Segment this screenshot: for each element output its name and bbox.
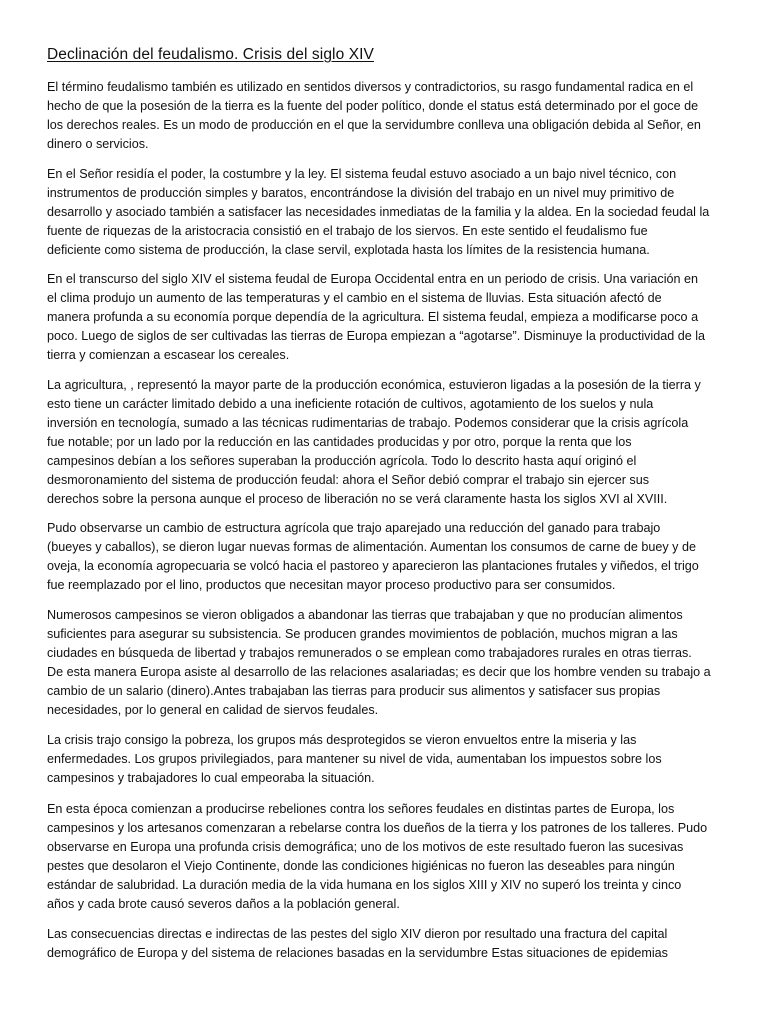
paragraph [47,519,727,595]
paragraph-line: dinero o servicios. [47,137,149,151]
paragraph-line: hecho de que la posesión de la tierra es la fuente del poder político, donde el status está determinado por el goce de [47,99,699,113]
paragraph-line: tierra y comienzan a escasear los cereales. [47,348,290,362]
paragraph-line: demográfico de Europa y del sistema de relaciones basadas en la servidumbre Estas situaciones de epidemias [47,946,668,960]
paragraph-line: años y cada brote causó severos daños a la población general. [47,897,400,911]
paragraph-line: manera profunda a su economía porque dependía de la agricultura. El sistema feudal, empieza a modificarse poco a [47,310,699,324]
paragraph [47,800,727,914]
paragraph-line: estándar de salubridad. La duración media de la vida humana en los siglos XIII y XIV no superó los treinta y cinco [47,878,682,892]
paragraph-line: necesidades, por lo general en calidad de siervos feudales. [47,703,379,717]
paragraph [47,270,727,365]
paragraph-line: La crisis trajo consigo la pobreza, los grupos más desprotegidos se vieron envueltos entre la miseria y las [47,733,637,747]
paragraph-line: desarrollo y asociado también a satisfacer las necesidades inmediatas de la familia y la aldea. En la sociedad feudal la [47,205,710,219]
paragraph-line: enfermedades. Los grupos privilegiados, para mantener su nivel de vida, aumentaban los impuestos sobre los [47,752,662,766]
paragraph [47,376,727,509]
paragraph-line: deficiente como sistema de producción, la clase servil, explotada hasta los límites de la resistencia humana. [47,243,650,257]
paragraph-line: fue reemplazado por el lino, productos que necesitan mayor proceso productivo para ser consumidos. [47,578,616,592]
paragraph-line: inversión en tecnología, sumado a las técnicas rudimentarias de trabajo. Podemos considerar que la crisis agrícola [47,416,689,430]
paragraph-line: campesinos debían a los señores superaban la producción agrícola. Todo lo descrito hasta aquí originó el [47,454,637,468]
paragraph-line: ciudades en búsqueda de libertad y trabajos remunerados o se emplean como trabajadores rurales en otras tierras. [47,646,692,660]
paragraph-line: De esta manera Europa asiste al desarrollo de las relaciones asalariadas; es decir que los hombre venden su trabajo a [47,665,711,679]
paragraph-line: En el Señor residía el poder, la costumbre y la ley. El sistema feudal estuvo asociado a un bajo nivel técnico, con [47,167,677,181]
paragraph-line: El término feudalismo también es utilizado en sentidos diversos y contradictorios, su rasgo fundamental radica en el [47,80,694,94]
paragraph-line: oveja, la economía agropecuaria se volcó hacia el pastoreo y aparecieron las plantaciones frutales y viñedos, el trigo [47,559,699,573]
paragraph [47,165,727,260]
paragraph-line: los derechos reales. Es un modo de producción en el que la servidumbre conlleva una obligación debida al Señor, en [47,118,701,132]
paragraph-line: instrumentos de producción simples y baratos, encontrándose la división del trabajo en un nivel muy primitivo de [47,186,675,200]
paragraph-line: esto tiene un carácter limitado debido a una ineficiente rotación de cultivos, agotamiento de los suelos y nula [47,397,654,411]
paragraph-line: En esta época comienzan a producirse rebeliones contra los señores feudales en distintas partes de Europa, los [47,802,675,816]
document-title: Declinación del feudalismo. Crisis del siglo XIV [47,46,374,63]
paragraph-line: desmoronamiento del sistema de producción feudal: ahora el Señor debió comprar el trabajo sin ejercer sus [47,473,650,487]
paragraph-line: Pudo observarse un cambio de estructura agrícola que trajo aparejado una reducción del ganado para trabajo [47,521,661,535]
paragraph-line: fuente de riquezas de la aristocracia consistió en el trabajo de los siervos. En este sentido el feudalismo fue [47,224,648,238]
paragraph-line: suficientes para asegurar su subsistencia. Se producen grandes movimientos de población, muchos migran a las [47,627,678,641]
paragraph [47,78,727,154]
paragraph-line: el clima produjo un aumento de las temperaturas y el cambio en el sistema de lluvias. Esta situación afectó de [47,291,662,305]
paragraph-line: Las consecuencias directas e indirectas de las pestes del siglo XIV dieron por resultado una fractura del capital [47,927,668,941]
paragraph-line: campesinos y los artesanos comenzaran a rebelarse contra los dueños de la tierra y los patrones de los talleres. Pudo [47,821,708,835]
paragraph-line: Numerosos campesinos se vieron obligados a abandonar las tierras que trabajaban y que no producían alimentos [47,608,683,622]
paragraph [47,606,727,720]
paragraph-line: observarse en Europa una profunda crisis demográfica; uno de los motivos de este resultado fueron las sucesivas [47,840,684,854]
paragraph-line: pestes que desolaron el Viejo Continente, donde las condiciones higiénicas no fueron las deseables para ningún [47,859,675,873]
paragraph-line: La agricultura, , representó la mayor parte de la producción económica, estuvieron ligadas a la posesión de la tierra y [47,378,701,392]
paragraph [47,925,727,963]
paragraph [47,731,727,788]
paragraph-line: cambio de un salario (dinero).Antes trabajaban las tierras para producir sus alimentos y satisfacer sus propias [47,684,661,698]
paragraph-line: derechos sobre la persona aunque el proceso de liberación no se verá claramente hasta los siglos XVI al XVIII. [47,492,668,506]
paragraph-line: (bueyes y caballos), se dieron lugar nuevas formas de alimentación. Aumentan los consumos de carne de buey y de [47,540,696,554]
paragraph-line: poco. Luego de siglos de ser cultivadas las tierras de Europa empiezan a “agotarse”. Disminuye la productividad de la [47,329,706,343]
paragraph-line: En el transcurso del siglo XIV el sistema feudal de Europa Occidental entra en un periodo de crisis. Una variación en [47,272,699,286]
paragraph-line: fue notable; por un lado por la reducción en las cantidades producidas y por otro, porque la renta que los [47,435,632,449]
paragraph-line: campesinos y trabajadores lo cual empeoraba la situación. [47,771,375,785]
